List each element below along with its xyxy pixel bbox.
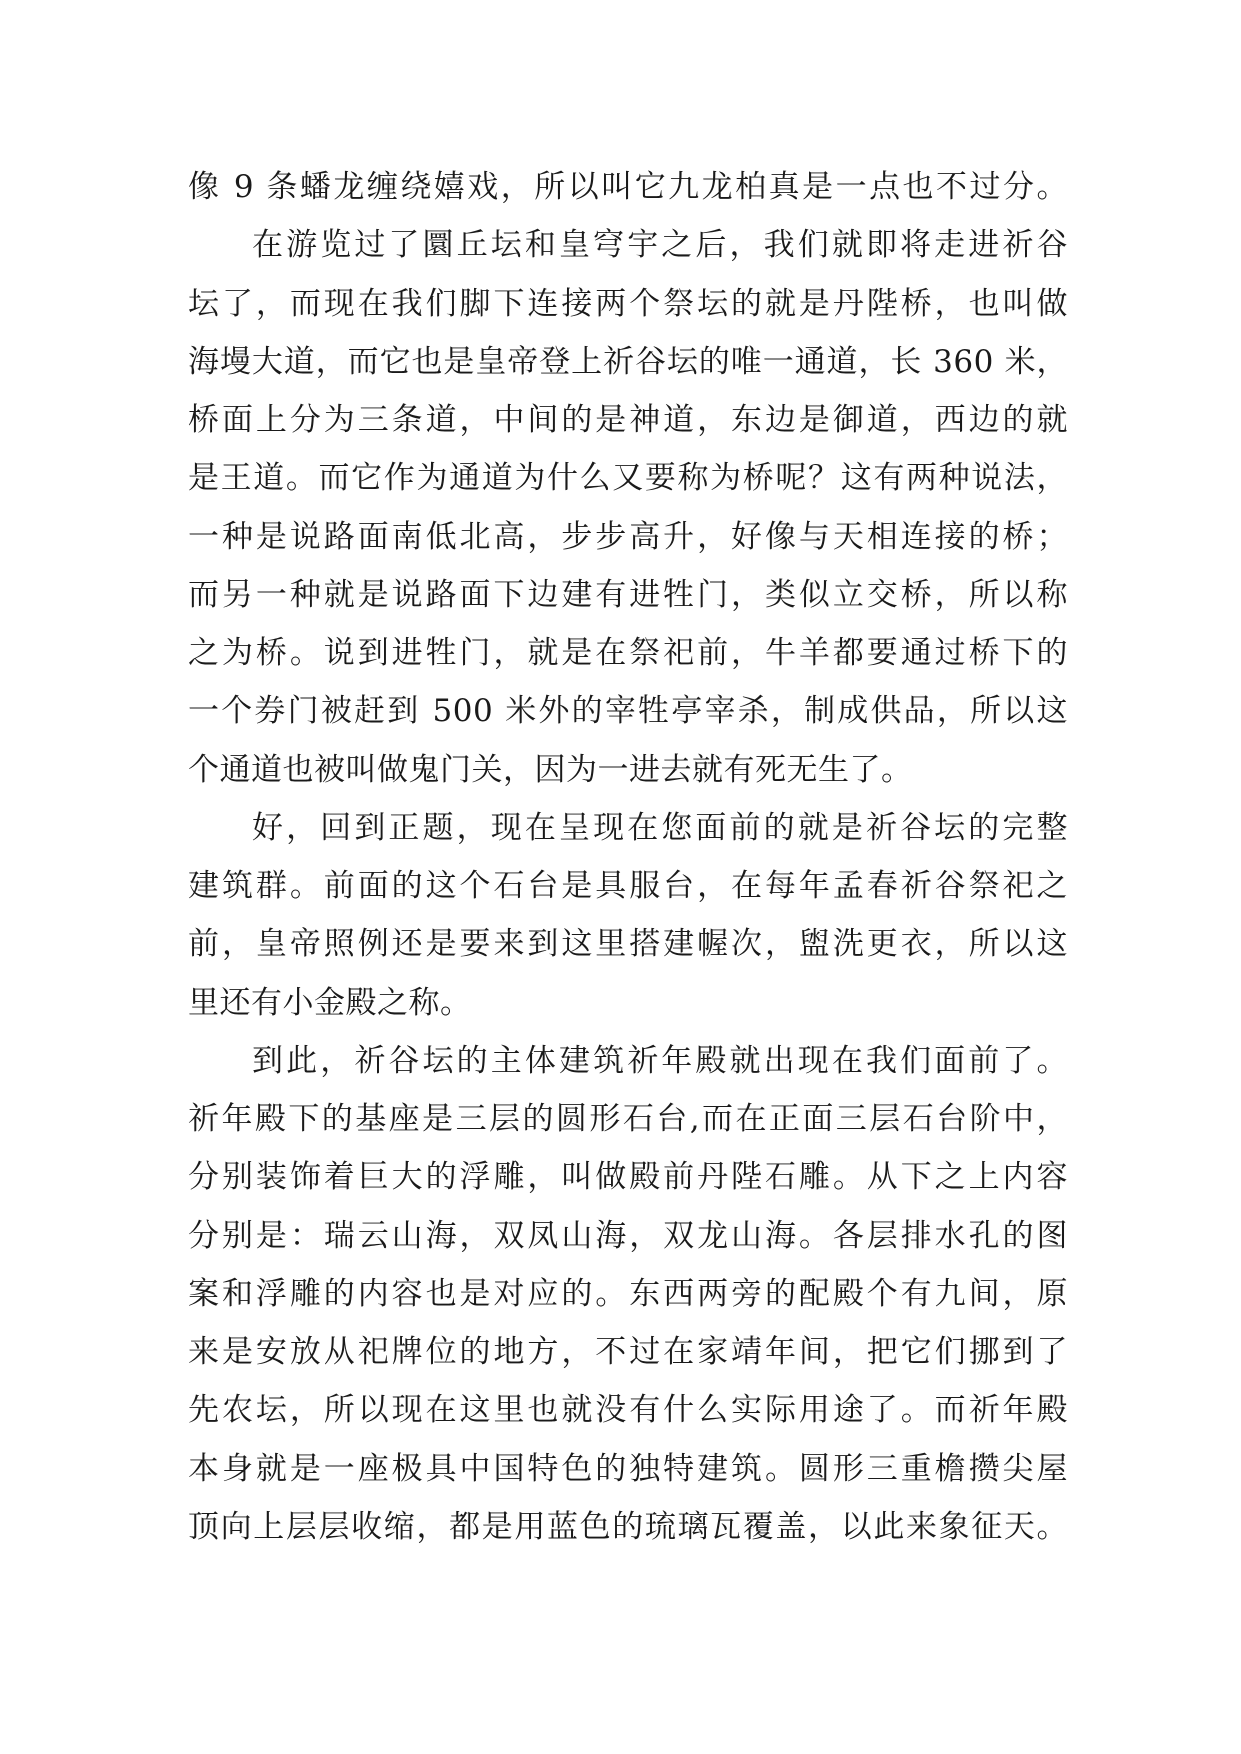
document-body — [188, 158, 1068, 1556]
text-line: 一种是说路面南低北高，步步高升，好像与天相连接的桥； — [188, 518, 1068, 555]
text-line: 分别装饰着巨大的浮雕，叫做殿前丹陛石雕。从下之上内容 — [188, 1159, 1068, 1196]
text-line: 祈年殿下的基座是三层的圆形石台,而在正面三层石台阶中， — [188, 1101, 1068, 1137]
text-line: 在游览过了圜丘坛和皇穹宇之后，我们就即将走进祈谷 — [252, 227, 1068, 264]
text-line: 前，皇帝照例还是要来到这里搭建幄次，盥洗更衣，所以这 — [188, 926, 1068, 963]
text-line: 里还有小金殿之称。 — [188, 984, 472, 1021]
text-line: 好，回到正题，现在呈现在您面前的就是祈谷坛的完整 — [252, 809, 1068, 846]
text-line: 坛了，而现在我们脚下连接两个祭坛的就是丹陛桥，也叫做 — [188, 285, 1068, 322]
text-line: 到此，祈谷坛的主体建筑祈年殿就出现在我们面前了。 — [252, 1042, 1068, 1079]
text-line: 像 9 条蟠龙缠绕嬉戏，所以叫它九龙柏真是一点也不过分。 — [188, 169, 1068, 205]
text-line: 建筑群。前面的这个石台是具服台，在每年孟春祈谷祭祀之 — [188, 868, 1068, 904]
text-line: 之为桥。说到进牲门，就是在祭祀前，牛羊都要通过桥下的 — [188, 635, 1068, 671]
text-line: 本身就是一座极具中国特色的独特建筑。圆形三重檐攒尖屋 — [188, 1450, 1068, 1487]
text-line: 分别是：瑞云山海，双凤山海，双龙山海。各层排水孔的图 — [188, 1217, 1068, 1254]
text-line: 一个券门被赶到 500 米外的宰牲亭宰杀，制成供品，所以这 — [188, 693, 1068, 730]
text-line: 案和浮雕的内容也是对应的。东西两旁的配殿个有九间，原 — [188, 1275, 1068, 1312]
text-line: 个通道也被叫做鬼门关，因为一进去就有死无生了。 — [188, 751, 913, 788]
text-line: 来是安放从祀牌位的地方，不过在家靖年间，把它们挪到了 — [188, 1334, 1068, 1370]
text-line: 是王道。而它作为通道为什么又要称为桥呢？这有两种说法， — [188, 460, 1068, 497]
text-line: 顶向上层层收缩，都是用蓝色的琉璃瓦覆盖，以此来象征天。 — [188, 1508, 1068, 1545]
text-line: 而另一种就是说路面下边建有进牲门，类似立交桥，所以称 — [188, 576, 1068, 613]
text-line: 先农坛，所以现在这里也就没有什么实际用途了。而祈年殿 — [188, 1392, 1068, 1429]
text-line: 海墁大道，而它也是皇帝登上祈谷坛的唯一通道，长 360 米， — [188, 343, 1068, 380]
text-line: 桥面上分为三条道，中间的是神道，东边是御道，西边的就 — [188, 402, 1068, 438]
